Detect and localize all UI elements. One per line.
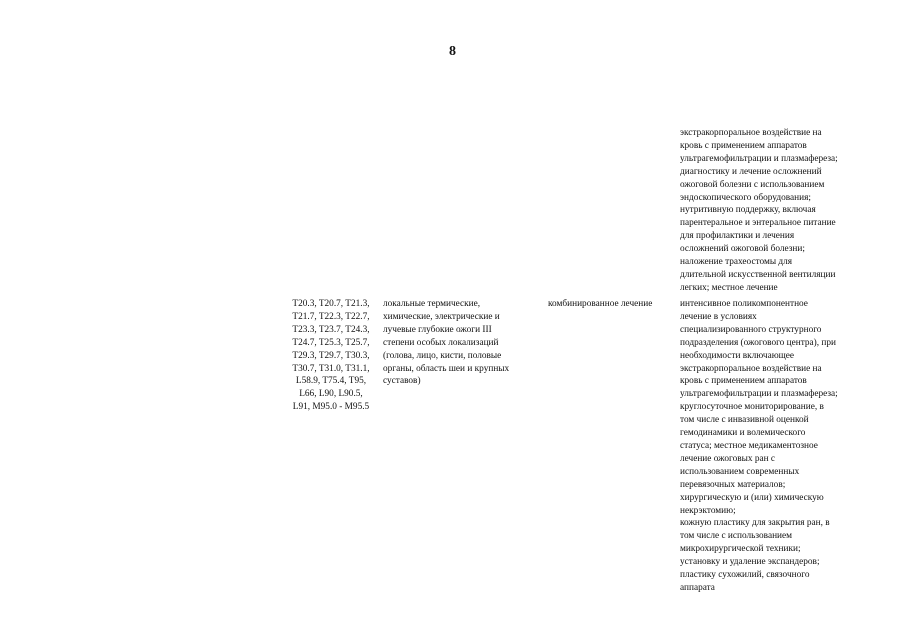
method-line: лечение ожоговых ран с	[680, 453, 776, 464]
text-line: кровь с применением аппаратов	[680, 140, 807, 151]
text-line: диагностику и лечение осложнений	[680, 166, 822, 177]
text-line: парентеральное и энтеральное питание	[680, 218, 836, 229]
diagnosis-line: локальные термические,	[383, 299, 481, 309]
treatment-method-cell	[680, 298, 880, 595]
method-line: специализированного структурного	[680, 324, 822, 335]
method-line: статуса; местное медикаментозное	[680, 440, 818, 451]
text-line: легких; местное лечение	[680, 282, 778, 293]
code-line: T23.3, T23.7, T24.3,	[292, 324, 370, 335]
treatment-model-text: комбинированное лечение	[548, 299, 653, 309]
method-line: микрохирургической техники;	[680, 544, 801, 555]
method-line: гемодинамики и волемического	[680, 428, 806, 439]
method-line: экстракорпоральное воздействие на	[680, 363, 822, 374]
text-line: нутритивную поддержку, включая	[680, 205, 816, 216]
treatment-model-cell	[548, 298, 673, 311]
diagnosis-line: степени особых локализаций	[383, 337, 499, 348]
method-line: ультрагемофильтрации и плазмафереза;	[680, 389, 838, 400]
method-line: том числе с использованием	[680, 531, 793, 542]
code-line: L58.9, T75.4, T95,	[295, 376, 367, 387]
method-line: том числе с инвазивной оценкой	[680, 415, 809, 426]
diagnosis-line: химические, электрические и	[383, 311, 500, 322]
code-line: T20.3, T20.7, T21.3,	[292, 299, 370, 309]
method-line: интенсивное поликомпонентное	[680, 299, 808, 309]
diagnosis-cell	[383, 298, 543, 388]
method-line: круглосуточное мониторирование, в	[680, 402, 824, 413]
code-line: L91, M95.0 - M95.5	[292, 402, 370, 413]
method-line: хирургическую и (или) химическую	[680, 492, 824, 503]
method-line: использованием современных	[680, 466, 800, 477]
code-line: T24.7, T25.3, T25.7,	[292, 337, 370, 348]
code-line: T21.7, T22.3, T22.7,	[292, 311, 370, 322]
text-line: эндоскопического оборудования;	[680, 192, 811, 203]
diagnosis-line: органы, область шеи и крупных	[383, 363, 510, 374]
method-line: лечение в условиях	[680, 311, 757, 322]
page-number: 8	[449, 44, 456, 59]
code-line: T29.3, T29.7, T30.3,	[292, 350, 370, 361]
text-line: экстракорпоральное воздействие на	[680, 128, 822, 138]
method-line: кожную пластику для закрытия ран, в	[680, 518, 830, 529]
icd-codes-cell	[284, 298, 378, 414]
method-line: аппарата	[680, 582, 715, 593]
diagnosis-line: лучевые глубокие ожоги III	[383, 324, 492, 335]
continued-treatment-text	[680, 127, 880, 295]
text-line: ультрагемофильтрации и плазмафереза;	[680, 153, 838, 164]
text-line: наложение трахеостомы для	[680, 257, 793, 268]
method-line: необходимости включающее	[680, 350, 795, 361]
method-line: перевязочных материалов;	[680, 479, 786, 490]
code-line: L66, L90, L90.5,	[299, 389, 363, 400]
text-line: ожоговой болезни с использованием	[680, 179, 825, 190]
method-line: некрэктомию;	[680, 505, 736, 516]
text-line: осложнений ожоговой болезни;	[680, 244, 805, 255]
code-line: T30.7, T31.0, T31.1,	[292, 363, 370, 374]
method-line: кровь с применением аппаратов	[680, 376, 807, 387]
method-line: пластику сухожилий, связочного	[680, 570, 810, 581]
method-line: установку и удаление экспандеров;	[680, 557, 820, 568]
diagnosis-line: суставов)	[383, 376, 421, 387]
text-line: для профилактики и лечения	[680, 231, 795, 242]
text-line: длительной искусственной вентиляции	[680, 269, 836, 280]
method-line: подразделения (ожогового центра), при	[680, 337, 837, 348]
diagnosis-line: (голова, лицо, кисти, половые	[383, 350, 502, 361]
